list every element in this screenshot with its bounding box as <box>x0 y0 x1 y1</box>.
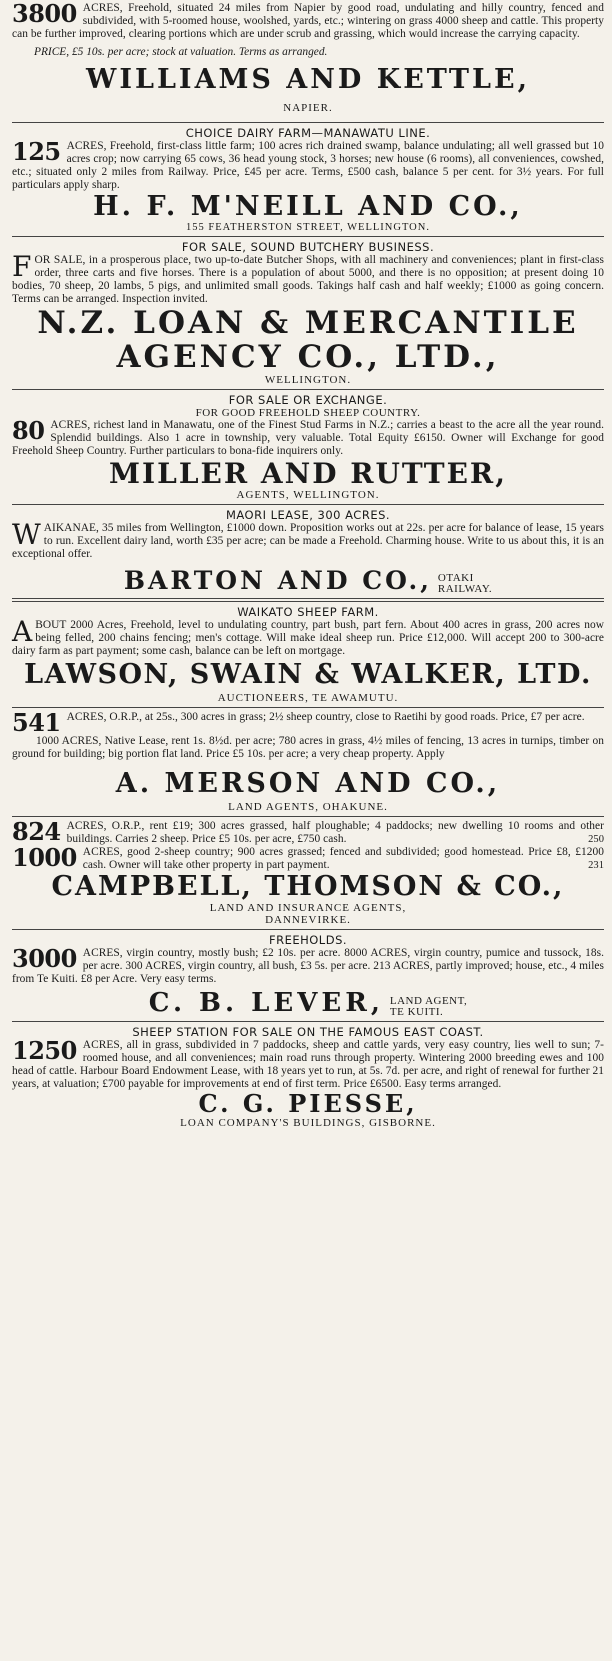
divider <box>12 598 604 602</box>
ad-heading: FREEHOLDS. <box>268 933 348 947</box>
agent-location: LOAN COMPANY'S BUILDINGS, GISBORNE. <box>180 1117 436 1129</box>
ad-barton <box>12 508 604 595</box>
drop-cap: W <box>12 518 41 551</box>
listing-ref: 250 <box>588 834 604 845</box>
agent-name: C. G. PIESSE, <box>198 1089 418 1118</box>
ad-body: ACRES, richest land in Manawatu, one of the Finest Stud Farms in N.Z.; carries a beast to the acre all the year round. Splendid buildings. Also 1 acre in township, very valuable. Total Equity £6150. Owner will Exchange for good Freehold Sheep Country. Further particulars to bona-fide inquirers only. <box>12 419 604 457</box>
ad-body: ACRES, Freehold, situated 24 miles from Napier by good road, undulating and hilly country, fenced and subdivided, with 5-roomed house, woolshed, yards, etc.; wintering on grass 4000 sheep and cattle. This property can be further improved, clearing portions which are under scrub and grassing, which would increase the carrying capacity. <box>12 2 604 40</box>
agent-location: AGENTS, WELLINGTON. <box>236 489 380 501</box>
side-line-2: RAILWAY. <box>437 583 493 595</box>
ad-heading: CHOICE DAIRY FARM—MANAWATU LINE. <box>185 126 431 140</box>
divider <box>12 236 604 237</box>
divider <box>12 389 604 390</box>
ad-heading: FOR SALE OR EXCHANGE. <box>228 393 388 407</box>
agent-name: C. B. LEVER, <box>148 988 384 1018</box>
divider <box>12 1021 604 1022</box>
ad-body: OR SALE, in a prosperous place, two up-to-date Butcher Shops, with all machinery and conveniences; plant in first-class order, three carts and five horses. There is a population of about 5000, and there is no opposition; at present doing 10 bodies, 70 sheep, 20 lambs, 5 pigs, and unlimited small goods. Takings half cash and half weekly; £1000 as going concern. Terms can be arranged. Inspection invited. <box>12 254 604 305</box>
ad-nz-loan <box>12 240 604 386</box>
agent-location: NAPIER. <box>283 102 333 114</box>
agent-name: CAMPBELL, THOMSON & CO., <box>51 871 565 902</box>
agent-block <box>12 988 604 1018</box>
side-line-2: TE KUITI. <box>389 1006 444 1018</box>
side-line-1: LAND AGENT, <box>389 995 468 1007</box>
ad-body-2 <box>12 843 604 872</box>
divider <box>12 122 604 123</box>
ad-heading: MAORI LEASE, 300 ACRES. <box>225 508 391 522</box>
agent-name: WILLIAMS AND KETTLE, <box>86 64 530 95</box>
acreage-number: 1000 <box>12 843 77 872</box>
agent-location: WELLINGTON. <box>264 374 352 386</box>
acreage-number: 824 <box>12 817 61 846</box>
ad-body: ACRES, Freehold, first-class little farm; 100 acres rich drained swamp, balance undulating; all well grassed but 10 acres crop; now carrying 65 cows, 36 head young stock, 3 horses; new house (6 rooms), all conveniences, cowshed, etc.; situated only 2 miles from Railway. Price, £45 per acre. Terms, £500 cash, balance 5 per cent. for 3½ years. For full particulars apply sharp. <box>12 140 604 191</box>
acreage-number: 1250 <box>12 1036 77 1065</box>
divider <box>12 504 604 505</box>
ad-body-2: 1000 ACRES, Native Lease, rent 1s. 8½d. per acre; 780 acres in grass, 4½ miles of fencing, 13 acres in turnips, timber on ground for building; big portion flat land. Price £5 10s. per acre; a very cheap property. Apply <box>12 735 604 760</box>
ad-body-1: ACRES, O.R.P., at 25s., 300 acres in grass; 2½ sheep country, close to Raetihi by good roads. Price, £7 per acre. <box>66 711 585 723</box>
agent-block <box>12 567 604 595</box>
agent-location-1: LAND AND INSURANCE AGENTS, <box>209 902 407 914</box>
agent-name: LAWSON, SWAIN & WALKER, LTD. <box>24 659 592 690</box>
ad-mcneill <box>12 126 604 233</box>
price-line: PRICE, £5 10s. per acre; stock at valuation. Terms as arranged. <box>34 46 328 58</box>
divider <box>12 707 604 708</box>
agent-side-label <box>438 573 492 595</box>
ad-campbell <box>12 817 604 926</box>
agent-location: LAND AGENTS, OHAKUNE. <box>228 801 388 813</box>
drop-cap: A <box>12 615 33 648</box>
acreage-number: 80 <box>12 416 45 445</box>
ad-heading: WAIKATO SHEEP FARM. <box>237 605 379 619</box>
agent-name: A. MERSON AND CO., <box>115 768 501 799</box>
ad-williams-kettle <box>12 2 604 114</box>
acreage-number: 3000 <box>12 944 77 973</box>
ad-body: AIKANAE, 35 miles from Wellington, £1000 down. Proposition works out at 22s. per acre for balance of lease, 15 years to run. Excellent dairy land, worth £35 per acre; can be made a Freehold. Charming house. Write to us about this, it is an exceptional offer. <box>12 522 604 560</box>
agent-location-2: DANNEVIRKE. <box>265 914 351 926</box>
divider <box>12 929 604 930</box>
agent-name: BARTON AND CO., <box>123 566 432 595</box>
ad-merson <box>12 708 604 813</box>
acreage-number: 3800 <box>12 0 77 28</box>
agent-name: MILLER AND RUTTER, <box>109 457 507 490</box>
listing-text: ACRES, good 2-sheep country; 900 acres grassed; fenced and subdivided; good homestead. Price £8, £1200 cash. Owner will take other property in part payment. <box>82 846 604 871</box>
agent-name-line1: N.Z. LOAN & MERCANTILE <box>37 305 579 341</box>
ad-miller-rutter <box>12 393 604 501</box>
ad-subheading: FOR GOOD FREEHOLD SHEEP COUNTRY. <box>195 407 421 419</box>
ad-lawson <box>12 605 604 704</box>
divider <box>12 816 604 817</box>
ad-body: ACRES, all in grass, subdivided in 7 paddocks, sheep and cattle yards, very easy country, lies well to sun; 7-roomed house, and all conveniences; main road runs through property. Wintering 2000 breeding ewes and 100 head of cattle. Harbour Board Endowment Lease, with 18 years yet to run, at 5s. 7d. per acre, and right of renewal for further 21 years, at valuation; £700 payable for improvements at end of first term. Price £6500. Easy terms arranged. <box>12 1039 604 1090</box>
drop-cap: F <box>12 250 32 283</box>
ad-heading: SHEEP STATION FOR SALE ON THE FAMOUS EAST COAST. <box>132 1025 484 1039</box>
side-line-1: OTAKI <box>437 572 474 584</box>
acreage-number: 541 <box>12 708 61 737</box>
acreage-number: 125 <box>12 137 61 166</box>
agent-name-line2: AGENCY CO., LTD., <box>116 339 500 375</box>
ad-body-1 <box>12 817 604 846</box>
ad-body: BOUT 2000 Acres, Freehold, level to undulating country, part bush, part fern. About 400 acres in grass, 200 acres now being felled, 200 chains fencing; men's cottage. Will make ideal sheep run. Price £12,000. Will accept 200 to 300-acre dairy farm as part payment; some cash, balance can be left on mortgage. <box>12 619 604 657</box>
agent-side-label <box>390 996 467 1018</box>
listing-text: ACRES, O.R.P., rent £19; 300 acres grassed, half ploughable; 4 paddocks; new dwelling 10 rooms and other buildings. Carries 2 sheep. Price £5 10s. per acre, £750 cash. <box>66 820 604 845</box>
ad-piesse <box>12 1025 604 1129</box>
ad-heading: FOR SALE, SOUND BUTCHERY BUSINESS. <box>181 240 435 254</box>
agent-location: AUCTIONEERS, TE AWAMUTU. <box>217 692 399 704</box>
agent-location: 155 FEATHERSTON STREET, WELLINGTON. <box>186 222 430 233</box>
listing-ref: 231 <box>588 860 604 871</box>
agent-name: H. F. M'NEILL AND CO., <box>93 191 523 222</box>
ad-body: ACRES, virgin country, mostly bush; £2 10s. per acre. 8000 ACRES, virgin country, pumice and tussock, 18s. per acre. 300 ACRES, virgin country, all bush, £3 5s. per acre. 213 ACRES, partly improved; house, etc., 4 miles from Te Kuiti. £8 per Acre. Very easy terms. <box>12 947 604 985</box>
ad-lever <box>12 933 604 1018</box>
